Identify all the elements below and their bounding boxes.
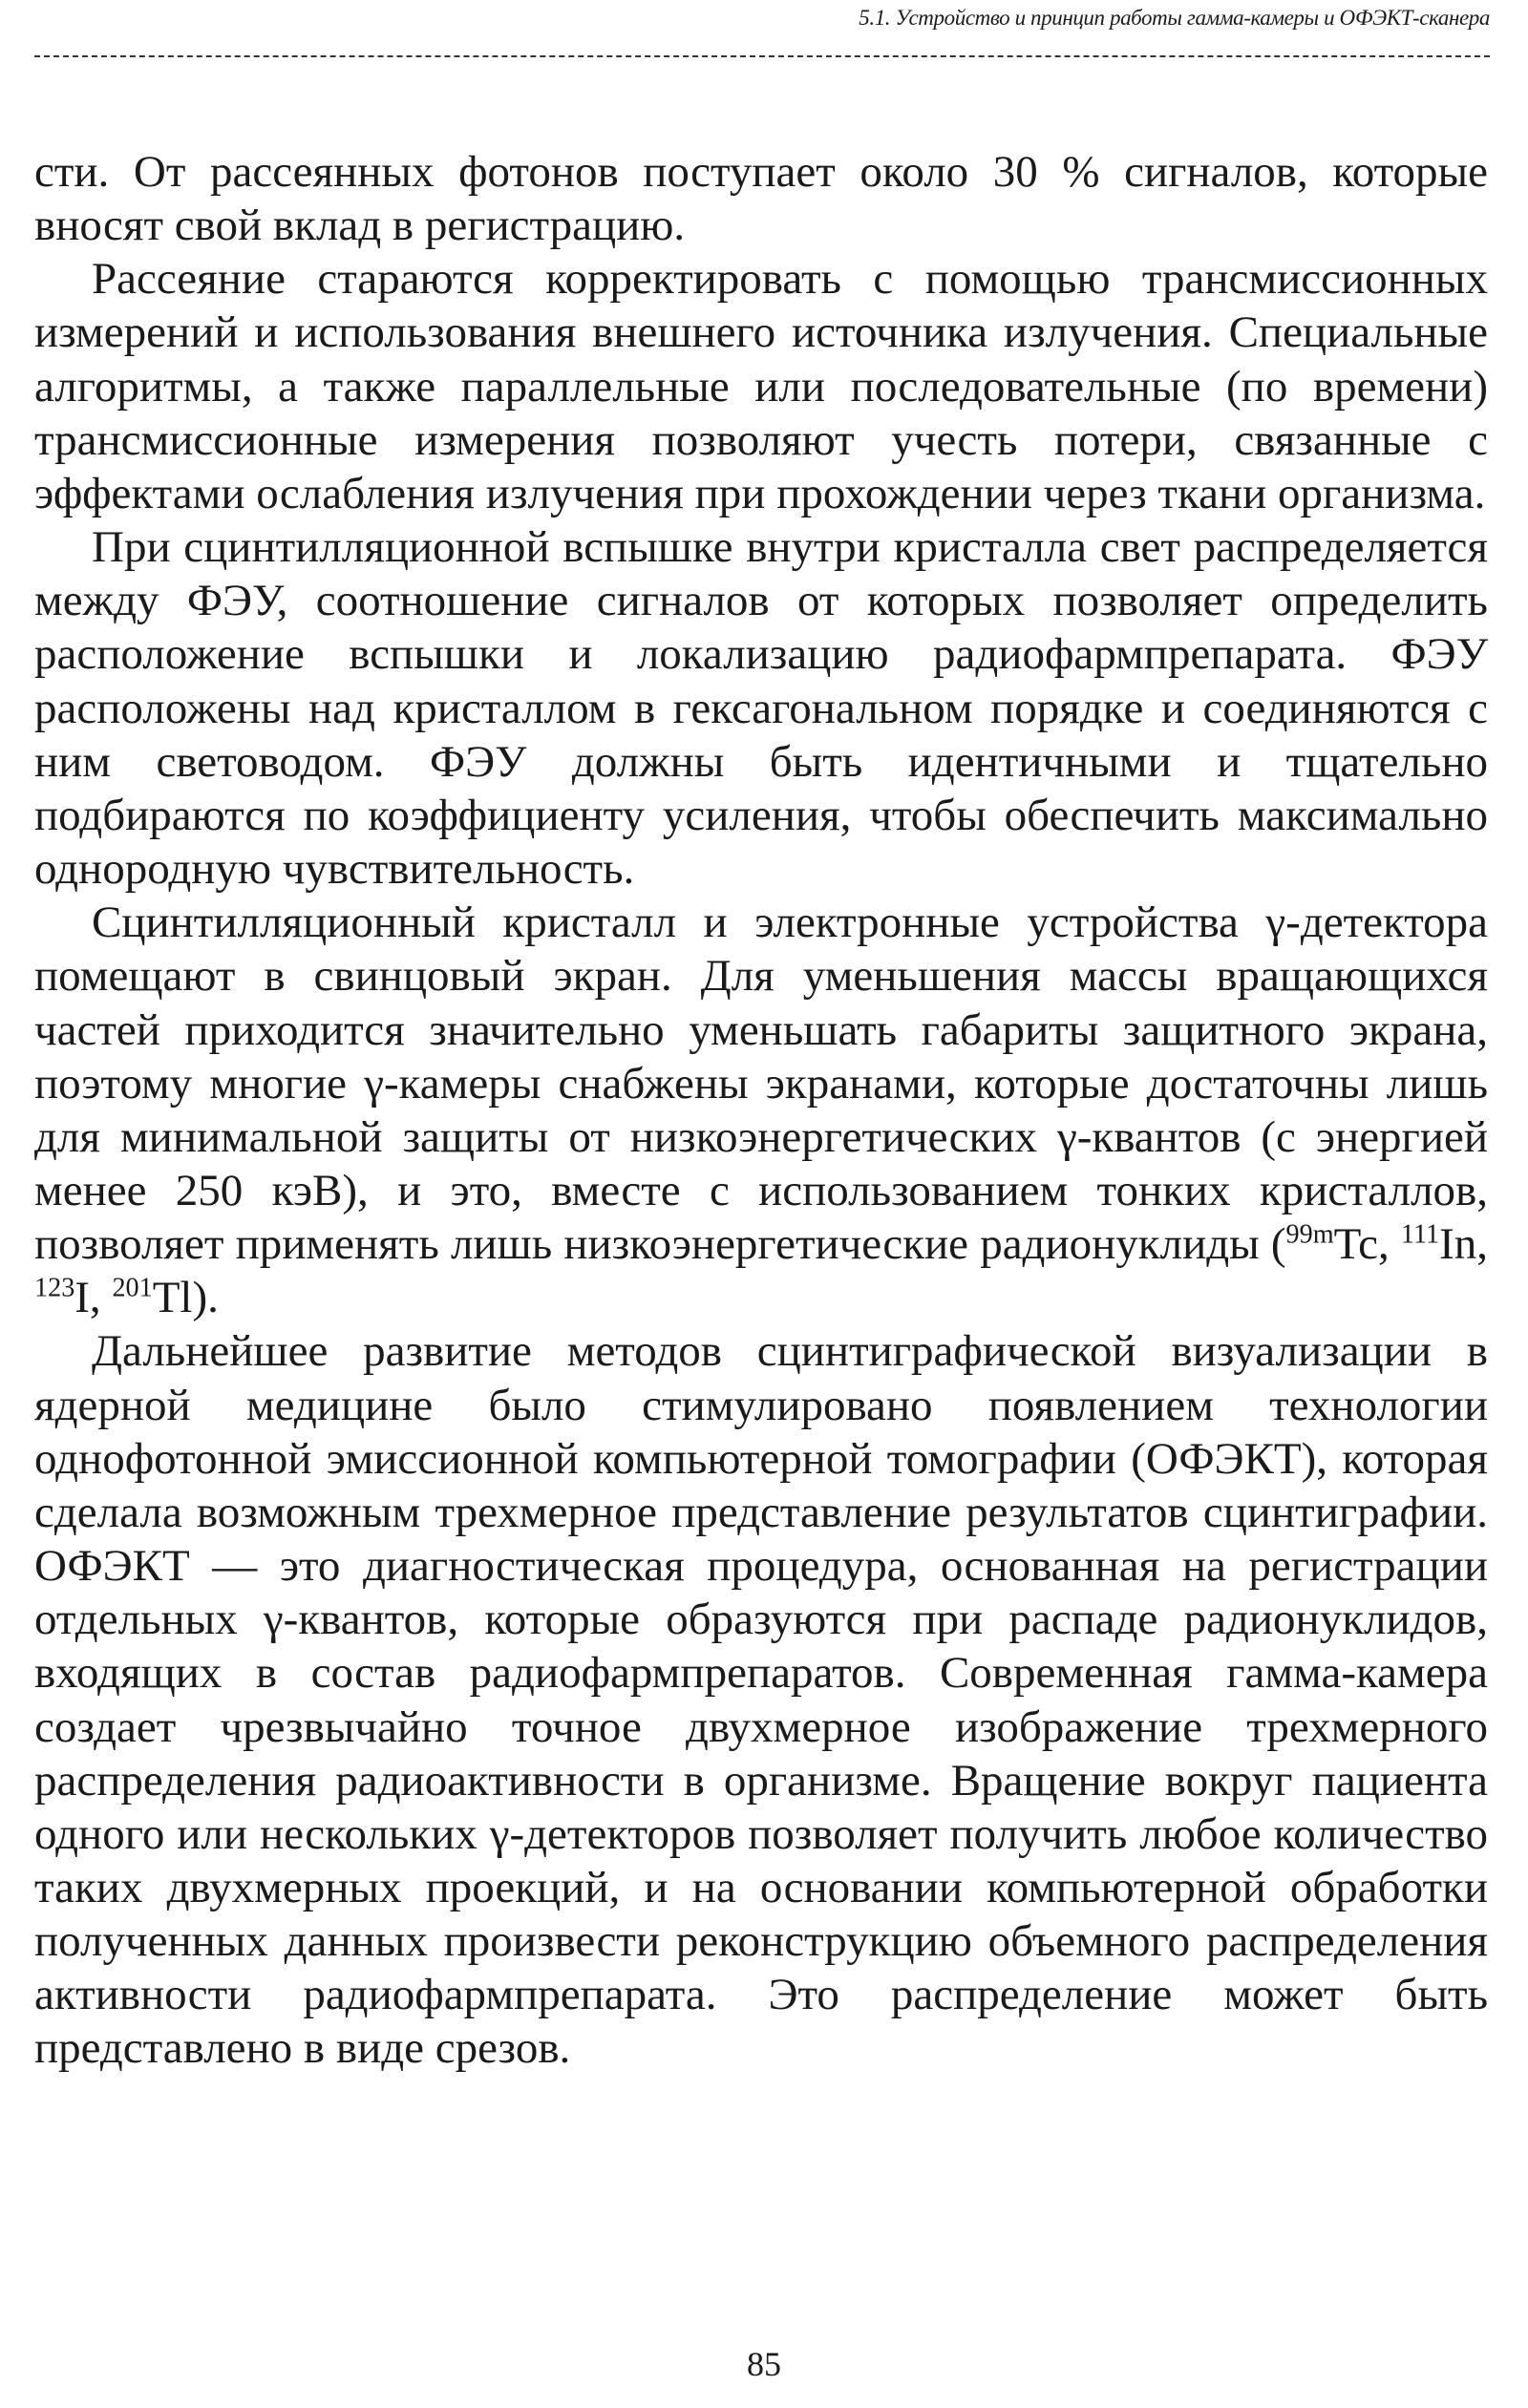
nuclide-mass-number: 111 [1400, 1219, 1440, 1250]
paragraph-scintillation-flash: При сцинтилляционной вспышке внутри кристалла свет распределяется между ФЭУ, соотношение сигналов от которых позволяет определить расположение вспышки и локализацию радиофармпрепарата. ФЭУ расположены над кристаллом в гексагональном порядке и соединяются с ним световодом. ФЭУ должны быть идентичными и тщательно подбираются по коэффициенту усиления, чтобы обеспечить максимально однородную чувствительность. [34, 522, 1488, 895]
nuclide-list-close: ). [192, 1273, 219, 1323]
nuclide-symbol: Tl [152, 1273, 193, 1323]
nuclide-0 [1286, 1219, 1401, 1269]
paragraph-spect-development: Дальнейшее развитие методов сцинтиграфической визуализации в ядерной медицине было стимулировано появлением технологии однофотонной эмиссионной компьютерной томографии (ОФЭКТ), которая сделала возможным трехмерное представление результатов сцинтиграфии. ОФЭКТ — это диагностическая процедура, основанная на регистрации отдельных γ-квантов, которые образуются при распаде радионуклидов, входящих в состав радиофармпрепаратов. Современная гамма-камера создает чрезвычайно точное двухмерное изображение трехмерного распределения радиоактивности в организме. Вращение вокруг пациента одного или нескольких γ-детекторов позволяет получить любое количество таких двухмерных проекций, и на основании компьютерной обработки полученных данных произвести реконструкцию объемного распределения активности радиофармпрепарата. Это распределение может быть представлено в виде срезов. [34, 1326, 1488, 2074]
nuclide-2 [34, 1273, 112, 1322]
nuclide-1 [1401, 1219, 1488, 1269]
paragraph-lead-shield [34, 896, 1488, 1324]
nuclide-3 [112, 1273, 192, 1322]
body-text [34, 145, 1488, 2076]
nuclide-mass-number: 123 [34, 1273, 75, 1303]
nuclide-symbol: In, [1439, 1219, 1488, 1270]
running-header: 5.1. Устройство и принцип работы гамма-камеры и ОФЭКТ-сканера [859, 6, 1490, 30]
paragraph-continuation: сти. От рассеянных фотонов поступает около 30 % сигналов, которые вносят свой вклад в регистрацию. [34, 147, 1488, 251]
nuclide-mass-number: 99m [1285, 1219, 1334, 1250]
page-number: 85 [747, 2345, 781, 2383]
nuclide-symbol: I, [74, 1273, 113, 1323]
paragraph-scatter-correction: Рассеяние стараются корректировать с помощью трансмиссионных измерений и использования внешнего источника излучения. Специальные алгоритмы, а также параллельные или последовательные (по времени) трансмиссионные измерения позволяют учесть потери, связанные с эффектами ослабления излучения при прохождении через ткани организма. [34, 254, 1488, 518]
paragraph-lead-shield-text: Сцинтилляционный кристалл и электронные устройства γ-детектора помещают в свинцовый экран. Для уменьшения массы вращающихся частей приходится значительно уменьшать габариты защитного экрана, поэтому многие γ-камеры снабжены экранами, которые достаточны лишь для минимальной защиты от низкоэнергетических γ-квантов (с энергией менее 250 кэВ), и это, вместе с использованием тонких кристаллов, позволяет применять лишь низкоэнергетические радионуклиды ( [34, 898, 1488, 1270]
nuclide-symbol: Tc, [1333, 1219, 1401, 1270]
header-dashed-rule [34, 55, 1490, 57]
nuclide-mass-number: 201 [112, 1273, 153, 1303]
